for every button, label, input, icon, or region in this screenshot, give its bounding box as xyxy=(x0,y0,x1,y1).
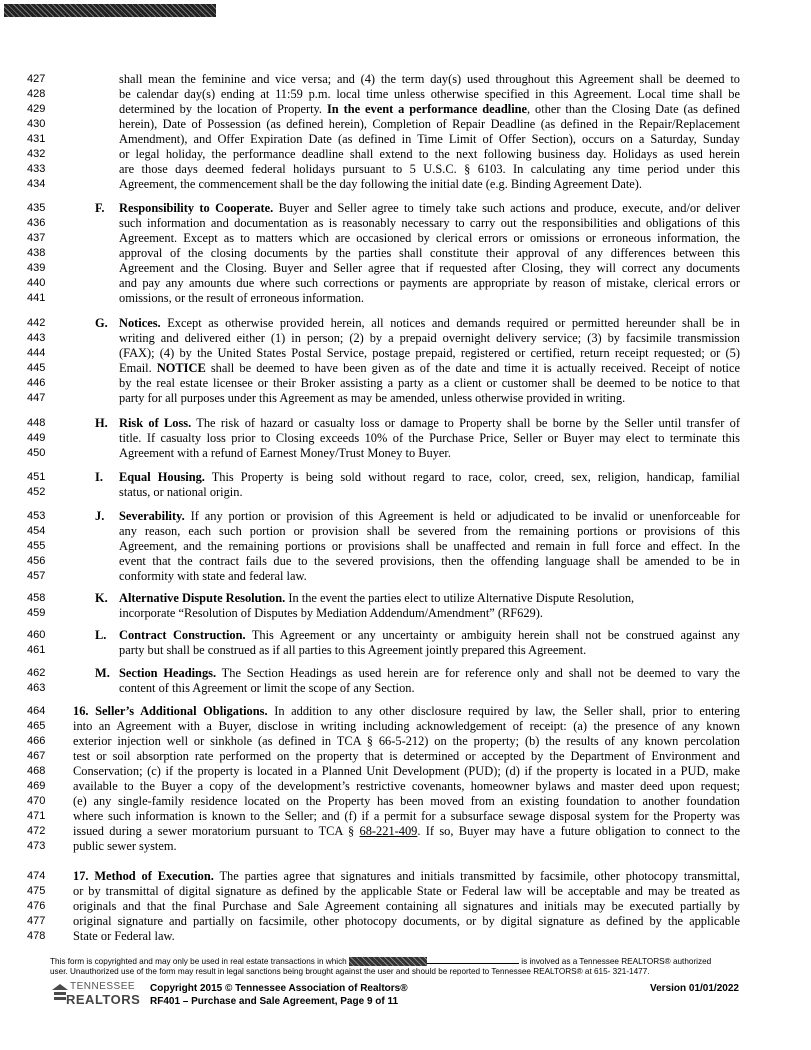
text-line: are those days deemed federal holidays pursuant to 5 U.S.C. § 6103. In calculating any time period under this xyxy=(119,162,740,176)
line-number: 446 xyxy=(27,377,46,389)
text-line: determined by the location of Property. In the event a performance deadline, other than the Closing Date (as defined xyxy=(119,102,741,116)
text-line: title. If casualty loss prior to Closing exceeds 10% of the Purchase Price, Seller or Buyer may elect to terminate this xyxy=(119,431,740,445)
line-number: 469 xyxy=(27,780,46,792)
text-line: Notices. Except as otherwise provided herein, all notices and demands required or permitted hereunder shall be in xyxy=(119,316,740,330)
text-line: Agreement, the commencement shall be the day following the initial date (e.g. Binding Agreement Date). xyxy=(119,177,642,191)
line-number: 433 xyxy=(27,163,46,175)
text-line: by the real estate licensee or their Broker assisting a party as a client or customer shall be deemed to be notice to that xyxy=(119,376,740,390)
section-label: J. xyxy=(95,509,105,523)
line-number: 468 xyxy=(27,765,46,777)
line-number: 442 xyxy=(27,317,46,329)
footer-notice-line2: user. Unauthorized use of the form may result in legal sanctions being brought against the user and should be reported to Tennessee REALTORS® at 615- 321-1477. xyxy=(50,967,650,976)
line-number: 477 xyxy=(27,915,46,927)
text-line: Responsibility to Cooperate. Buyer and Seller agree to timely take such actions and produce, execute, and/or deliver xyxy=(119,201,740,215)
copyright-text: Copyright 2015 © Tennessee Association of Realtors® xyxy=(150,983,408,994)
section-label: K. xyxy=(95,591,108,605)
text-line: Section Headings. The Section Headings as used herein are for reference only and shall not be deemed to vary the xyxy=(119,666,740,680)
line-number: 436 xyxy=(27,217,46,229)
line-number: 475 xyxy=(27,885,46,897)
line-number: 458 xyxy=(27,592,46,604)
section-label: M. xyxy=(95,666,110,680)
text-line: Alternative Dispute Resolution. In the event the parties elect to utilize Alternative Dispute Resolution, xyxy=(119,591,635,605)
line-number: 448 xyxy=(27,417,46,429)
text-line: Agreement. Except as to matters which are occasioned by clerical errors or omissions or erroneous information, the xyxy=(119,231,740,245)
line-number: 450 xyxy=(27,447,46,459)
text-line: Severability. If any portion or provision of this Agreement is held or adjudicated to be invalid or unenforceable for xyxy=(119,509,740,523)
line-number: 440 xyxy=(27,277,46,289)
line-number: 449 xyxy=(27,432,46,444)
line-number: 467 xyxy=(27,750,46,762)
text-line: originals and that the final Purchase and Sale Agreement containing all signatures and initials may be executed partially by xyxy=(73,899,740,913)
text-line: and pay any amounts due where such corrections or payments are appropriate by reason of mistake, clerical errors or xyxy=(119,276,740,290)
line-number: 470 xyxy=(27,795,46,807)
text-line: Equal Housing. This Property is being sold without regard to race, color, creed, sex, religion, handicap, familial xyxy=(119,470,740,484)
section-label: I. xyxy=(95,470,103,484)
text-line: Agreement with a refund of Earnest Money/Trust Money to Buyer. xyxy=(119,446,451,460)
line-number: 445 xyxy=(27,362,46,374)
redaction-bar xyxy=(4,4,216,17)
text-line: conformity with state and federal law. xyxy=(119,569,307,583)
line-number: 471 xyxy=(27,810,46,822)
text-line: any reason, each such portion or provision shall be severed from the remaining portions or provisions of this xyxy=(119,524,740,538)
version-text: Version 01/01/2022 xyxy=(650,983,739,994)
line-number: 453 xyxy=(27,510,46,522)
text-line: such information and documentation as is reasonably necessary to carry out the responsibilities and obligations of this xyxy=(119,216,740,230)
text-line: test or soil absorption rate performed on the property that is determined or accepted by the Department of Environment and xyxy=(73,749,740,763)
logo-text-tennessee: TENNESSEE xyxy=(70,981,136,992)
blank-line xyxy=(427,955,519,964)
line-number: 460 xyxy=(27,629,46,641)
line-number: 465 xyxy=(27,720,46,732)
text-line: event that the contract fails due to the severed provisions, then the offending language shall be amended to be in xyxy=(119,554,740,568)
line-number: 444 xyxy=(27,347,46,359)
line-number: 474 xyxy=(27,870,46,882)
line-number: 466 xyxy=(27,735,46,747)
line-number: 437 xyxy=(27,232,46,244)
line-number: 463 xyxy=(27,682,46,694)
line-number: 478 xyxy=(27,930,46,942)
line-number: 430 xyxy=(27,118,46,130)
text-line: (FAX); (4) by the United States Postal Service, postage prepaid, registered or certified, return receipt requested; or (5) xyxy=(119,346,740,360)
text-line: party for all purposes under this Agreement as may be amended, unless otherwise provided in writing. xyxy=(119,391,626,405)
line-number: 441 xyxy=(27,292,46,304)
line-number: 443 xyxy=(27,332,46,344)
line-number: 438 xyxy=(27,247,46,259)
redacted-licensee xyxy=(349,957,427,966)
text-line: or legal holiday, the performance deadline shall extend to the next following business day. Holidays as used herein xyxy=(119,147,740,161)
logo-text-realtors: REALTORS xyxy=(66,992,141,1007)
text-line: herein), Date of Possession (as defined herein), Completion of Repair Deadline (as defined in the Repair/Replacement xyxy=(119,117,740,131)
text-line: Agreement, and the remaining portions or provisions shall be unaffected and remain in full force and effect. In the xyxy=(119,539,740,553)
text-line: or by transmittal of digital signature as defined by the applicable State or Federal law will be acceptable and may be treated as xyxy=(73,884,740,898)
line-number: 457 xyxy=(27,570,46,582)
text-line: exterior injection well or sinkhole (as defined in TCA § 66-5-212) on the property; (b) the results of any known percolation xyxy=(73,734,740,748)
form-title: RF401 – Purchase and Sale Agreement, Page 9 of 11 xyxy=(150,996,399,1007)
line-number: 434 xyxy=(27,178,46,190)
text-line: status, or national origin. xyxy=(119,485,243,499)
text-line: 16. Seller’s Additional Obligations. In addition to any other disclosure required by law, the Seller shall, prior to entering xyxy=(73,704,740,718)
line-number: 459 xyxy=(27,607,46,619)
line-number: 427 xyxy=(27,73,46,85)
text-line: Contract Construction. This Agreement or any uncertainty or ambiguity herein shall not be construed against any xyxy=(119,628,740,642)
line-number: 461 xyxy=(27,644,46,656)
line-number: 455 xyxy=(27,540,46,552)
text-line: (e) any single-family residence located on the Property has been moved from an existing foundation to another foundation xyxy=(73,794,740,808)
text-line: Risk of Loss. The risk of hazard or casualty loss or damage to Property shall be borne by the Seller until transfer of xyxy=(119,416,740,430)
text-line: Conservation; (c) if the property is located in a Planned Unit Development (PUD); (d) if the property is located in a PUD, make xyxy=(73,764,740,778)
section-label: L. xyxy=(95,628,107,642)
text-line: incorporate “Resolution of Disputes by Mediation Addendum/Amendment” (RF629). xyxy=(119,606,543,620)
footer-notice-line1b: is involved as a Tennessee REALTORS® authorized xyxy=(521,957,712,966)
section-label: H. xyxy=(95,416,108,430)
text-line: Email. NOTICE shall be deemed to have been given as of the date and time it is actually received. Receipt of notice xyxy=(119,361,740,375)
text-line: 17. Method of Execution. The parties agree that signatures and initials transmitted by facsimile, other photocopy transmittal, xyxy=(73,869,740,883)
line-number: 429 xyxy=(27,103,46,115)
line-number: 432 xyxy=(27,148,46,160)
text-line: Amendment), and Offer Expiration Date (as defined in Time Limit of Offer Section), occurs on a Saturday, Sunday xyxy=(119,132,740,146)
line-number: 447 xyxy=(27,392,46,404)
text-line: State or Federal law. xyxy=(73,929,175,943)
text-line: omissions, or the result of erroneous information. xyxy=(119,291,365,305)
text-line: shall mean the feminine and vice versa; and (4) the term day(s) used throughout this Agreement shall be deemed to xyxy=(119,72,740,86)
section-label: G. xyxy=(95,316,108,330)
line-number: 439 xyxy=(27,262,46,274)
line-number: 452 xyxy=(27,486,46,498)
line-number: 435 xyxy=(27,202,46,214)
text-line: public sewer system. xyxy=(73,839,177,853)
text-line: available to the Buyer a copy of the development’s restrictive covenants, homeowner bylaws and master deed upon request; xyxy=(73,779,740,793)
text-line: party but shall be construed as if all parties to this Agreement jointly prepared this Agreement. xyxy=(119,643,587,657)
text-line: where such information is known to the Seller; and (f) if a permit for a subsurface sewage disposal system for the Property was xyxy=(73,809,740,823)
line-number: 454 xyxy=(27,525,46,537)
line-number: 472 xyxy=(27,825,46,837)
line-number: 462 xyxy=(27,667,46,679)
text-line: original signature and partially on facsimile, other photocopy documents, or by digital signature as defined by the applicable xyxy=(73,914,740,928)
line-number: 431 xyxy=(27,133,46,145)
line-number: 473 xyxy=(27,840,46,852)
line-number: 456 xyxy=(27,555,46,567)
text-line: writing and delivered either (1) in person; (2) by a prepaid overnight delivery service; (3) by facsimile transmission xyxy=(119,331,740,345)
line-number: 428 xyxy=(27,88,46,100)
text-line: approval of the closing documents by the parties shall constitute their approval of any differences between this xyxy=(119,246,740,260)
text-line: content of this Agreement or limit the scope of any Section. xyxy=(119,681,415,695)
footer-notice-line1a: This form is copyrighted and may only be used in real estate transactions in which xyxy=(50,957,347,966)
line-number: 451 xyxy=(27,471,46,483)
line-number: 476 xyxy=(27,900,46,912)
text-line: issued during a sewer moratorium pursuant to TCA § 68-221-409. If so, Buyer may have a future obligation to connect to the xyxy=(73,824,740,838)
section-label: F. xyxy=(95,201,105,215)
footer-notice xyxy=(50,955,770,977)
line-number: 464 xyxy=(27,705,46,717)
text-line: Agreement and the Closing. Buyer and Seller agree that if requested after Closing, they will correct any documents xyxy=(119,261,740,275)
text-line: into an Agreement with a Buyer, disclose in writing including acknowledgement of receipt: (a) the presence of any known xyxy=(73,719,740,733)
text-line: be calendar day(s) ending at 11:59 p.m. local time unless otherwise specified in this Agreement. Local time shall be xyxy=(119,87,740,101)
